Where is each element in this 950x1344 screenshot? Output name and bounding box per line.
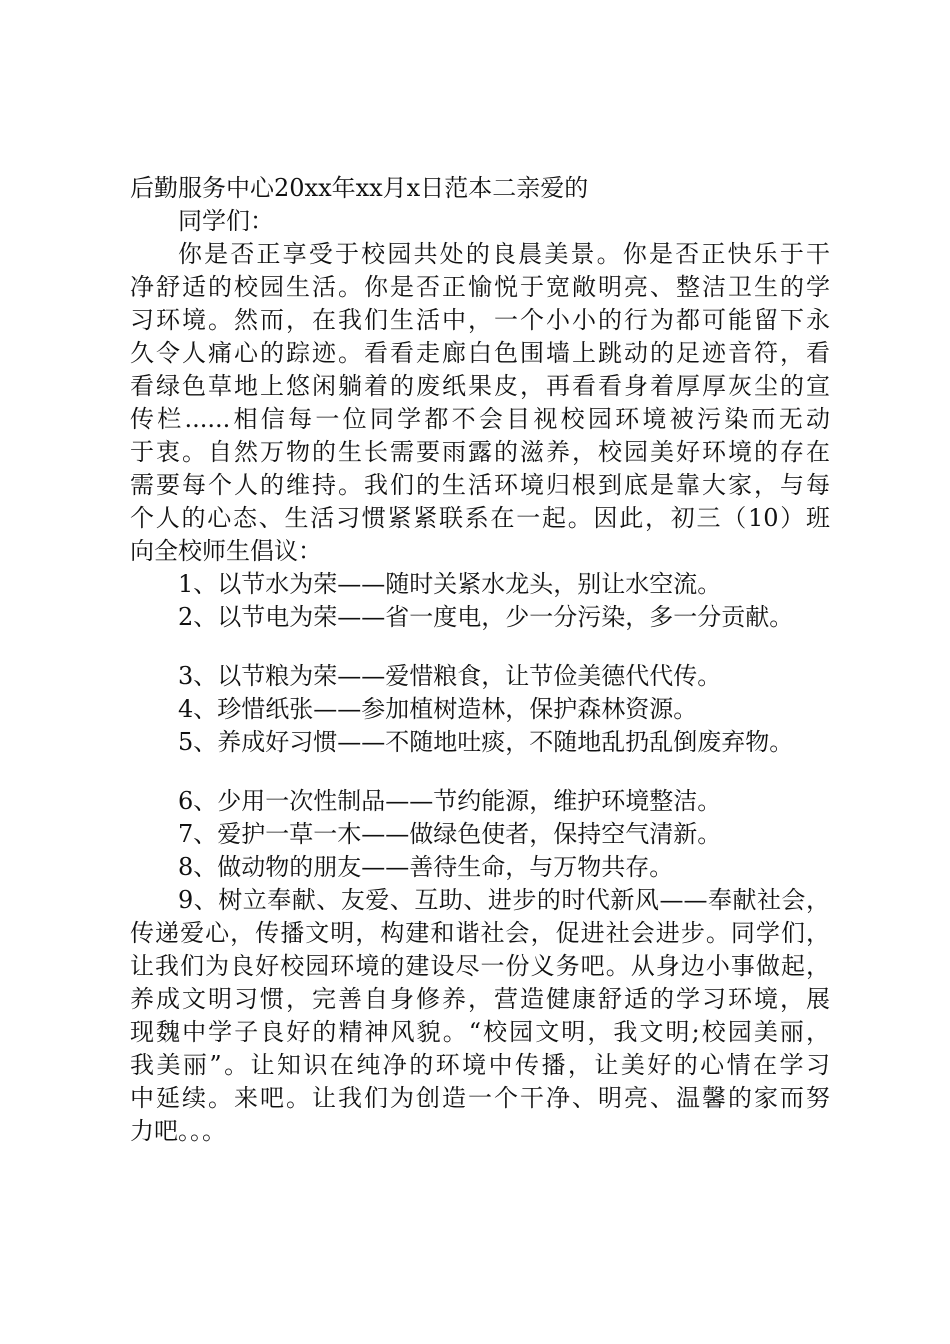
intro-line: 你是否正享受于校园共处的良晨美景。你是否正快乐于干: [178, 240, 830, 268]
intro-line: 习环境。然而，在我们生活中，一个小小的行为都可能留下永: [130, 306, 830, 334]
paragraph-gap: [130, 759, 830, 785]
intro-line: 久令人痛心的踪迹。看看走廊白色围墙上跳动的足迹音符，看: [130, 339, 830, 367]
intro-line: 需要每个人的维持。我们的生活环境归根到底是靠大家，与每: [130, 471, 830, 499]
document-body: [130, 172, 830, 1148]
closing-line: 中延续。来吧。让我们为创造一个干净、明亮、温馨的家而努: [130, 1084, 830, 1112]
header-line: 后勤服务中心20xx年xx月x日范本二亲爱的: [130, 174, 589, 202]
closing-line: 养成文明习惯，完善自身修养，营造健康舒适的学习环境，展: [130, 985, 830, 1013]
intro-line: 传栏......相信每一位同学都不会目视校园环境被污染而无动: [130, 405, 830, 433]
proposal-item: 6、少用一次性制品——节约能源，维护环境整洁。: [178, 787, 722, 815]
closing-line: 力吧。。。: [130, 1117, 226, 1145]
closing-line: 9、树立奉献、友爱、互助、进步的时代新风——奉献社会，: [178, 886, 830, 914]
intro-line: 个人的心态、生活习惯紧紧联系在一起。因此，初三（10）班: [130, 504, 830, 532]
intro-line: 净舒适的校园生活。你是否正愉悦于宽敞明亮、整洁卫生的学: [130, 273, 830, 301]
intro-line: 看绿色草地上悠闲躺着的废纸果皮，再看看身着厚厚灰尘的宣: [130, 372, 830, 400]
closing-line: 让我们为良好校园环境的建设尽一份义务吧。从身边小事做起，: [130, 952, 830, 980]
proposal-item: 1、以节水为荣——随时关紧水龙头，别让水空流。: [178, 570, 722, 598]
proposal-item: 7、爱护一草一木——做绿色使者，保持空气清新。: [178, 820, 722, 848]
paragraph-gap: [130, 634, 830, 660]
closing-line: 传递爱心，传播文明，构建和谐社会，促进社会进步。同学们，: [130, 919, 830, 947]
intro-line: 向全校师生倡议：: [130, 537, 322, 565]
proposal-item: 8、做动物的朋友——善待生命，与万物共存。: [178, 853, 674, 881]
proposal-item: 2、以节电为荣——省一度电，少一分污染，多一分贡献。: [178, 603, 794, 631]
intro-line: 于衷。自然万物的生长需要雨露的滋养，校园美好环境的存在: [130, 438, 830, 466]
greeting: 同学们：: [178, 207, 274, 235]
closing-line: 我美丽”。让知识在纯净的环境中传播，让美好的心情在学习: [130, 1051, 830, 1079]
closing-line: 现魏中学子良好的精神风貌。“校园文明，我文明;校园美丽，: [130, 1018, 830, 1046]
proposal-item: 3、以节粮为荣——爱惜粮食，让节俭美德代代传。: [178, 662, 722, 690]
proposal-item: 5、养成好习惯——不随地吐痰，不随地乱扔乱倒废弃物。: [178, 728, 794, 756]
proposal-item: 4、珍惜纸张——参加植树造林，保护森林资源。: [178, 695, 698, 723]
